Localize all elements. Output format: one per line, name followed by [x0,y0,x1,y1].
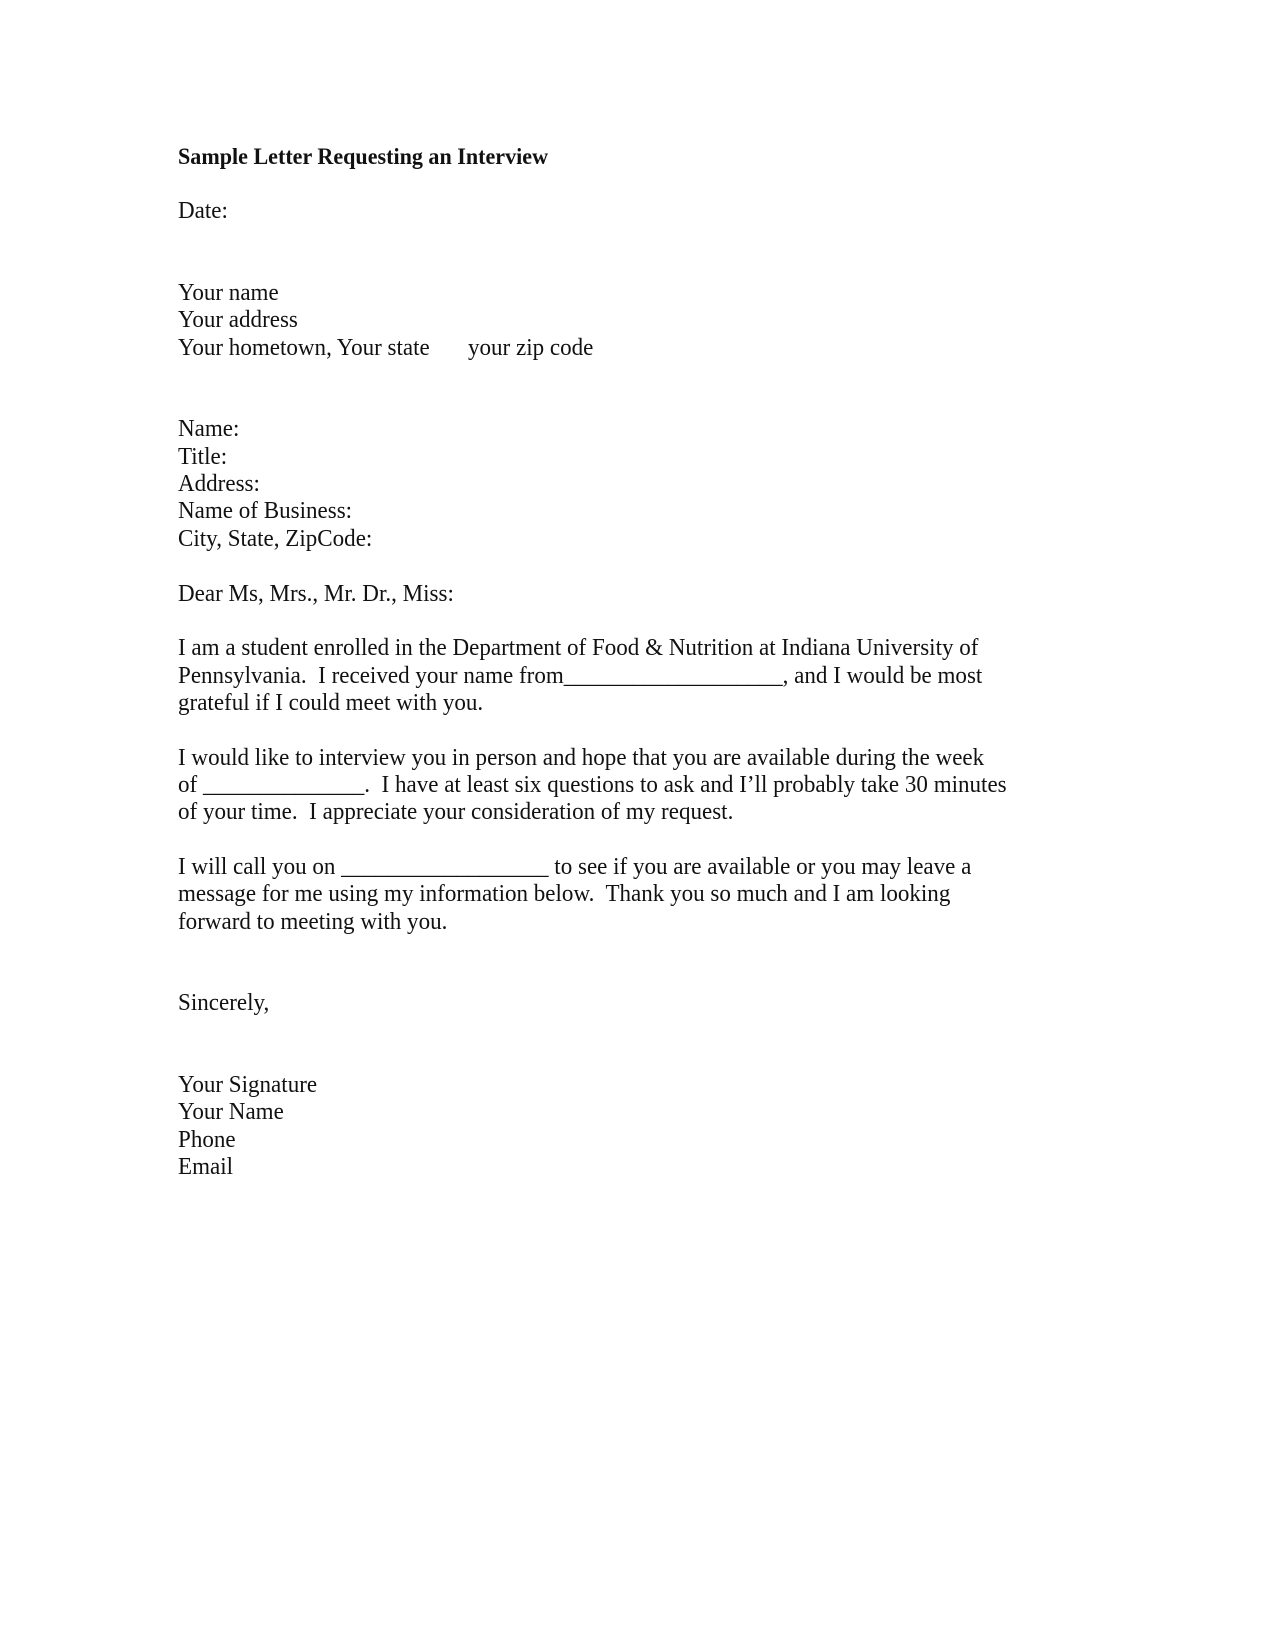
paragraph2-line: I would like to interview you in person and hope that you are available during the week [178,745,985,771]
recipient-business: Name of Business: [178,498,353,524]
closing: Sincerely, [178,990,270,1016]
paragraph2-line: of your time. I appreciate your consideration of my request. [178,799,734,825]
signature-email: Email [178,1154,234,1180]
paragraph1-line: I am a student enrolled in the Department of Food & Nutrition at Indiana University of [178,635,979,661]
recipient-address: Address: [178,471,260,497]
document-title: Sample Letter Requesting an Interview [178,144,549,169]
paragraph3-line: message for me using my information below. Thank you so much and I am looking [178,881,951,907]
signature-phone: Phone [178,1127,236,1153]
recipient-name: Name: [178,416,240,442]
signature-name: Your Name [178,1099,284,1125]
paragraph1-line: grateful if I could meet with you. [178,690,484,716]
sender-address: Your address [178,307,298,333]
sender-name: Your name [178,280,279,306]
paragraph3-line: I will call you on __________________ to see if you are available or you may leave a [178,854,972,880]
sender-zip: your zip code [468,335,594,361]
salutation: Dear Ms, Mrs., Mr. Dr., Miss: [178,581,454,607]
signature-line: Your Signature [178,1072,318,1098]
recipient-title: Title: [178,444,228,470]
recipient-city-state-zip: City, State, ZipCode: [178,526,373,552]
paragraph3-line: forward to meeting with you. [178,909,448,935]
paragraph2-line: of ______________. I have at least six questions to ask and I’ll probably take 30 minutes [178,772,1007,798]
paragraph1-line: Pennsylvania. I received your name from___________________, and I would be most [178,663,983,689]
sender-hometown-state: Your hometown, Your state [178,335,430,361]
date-label: Date: [178,198,228,224]
